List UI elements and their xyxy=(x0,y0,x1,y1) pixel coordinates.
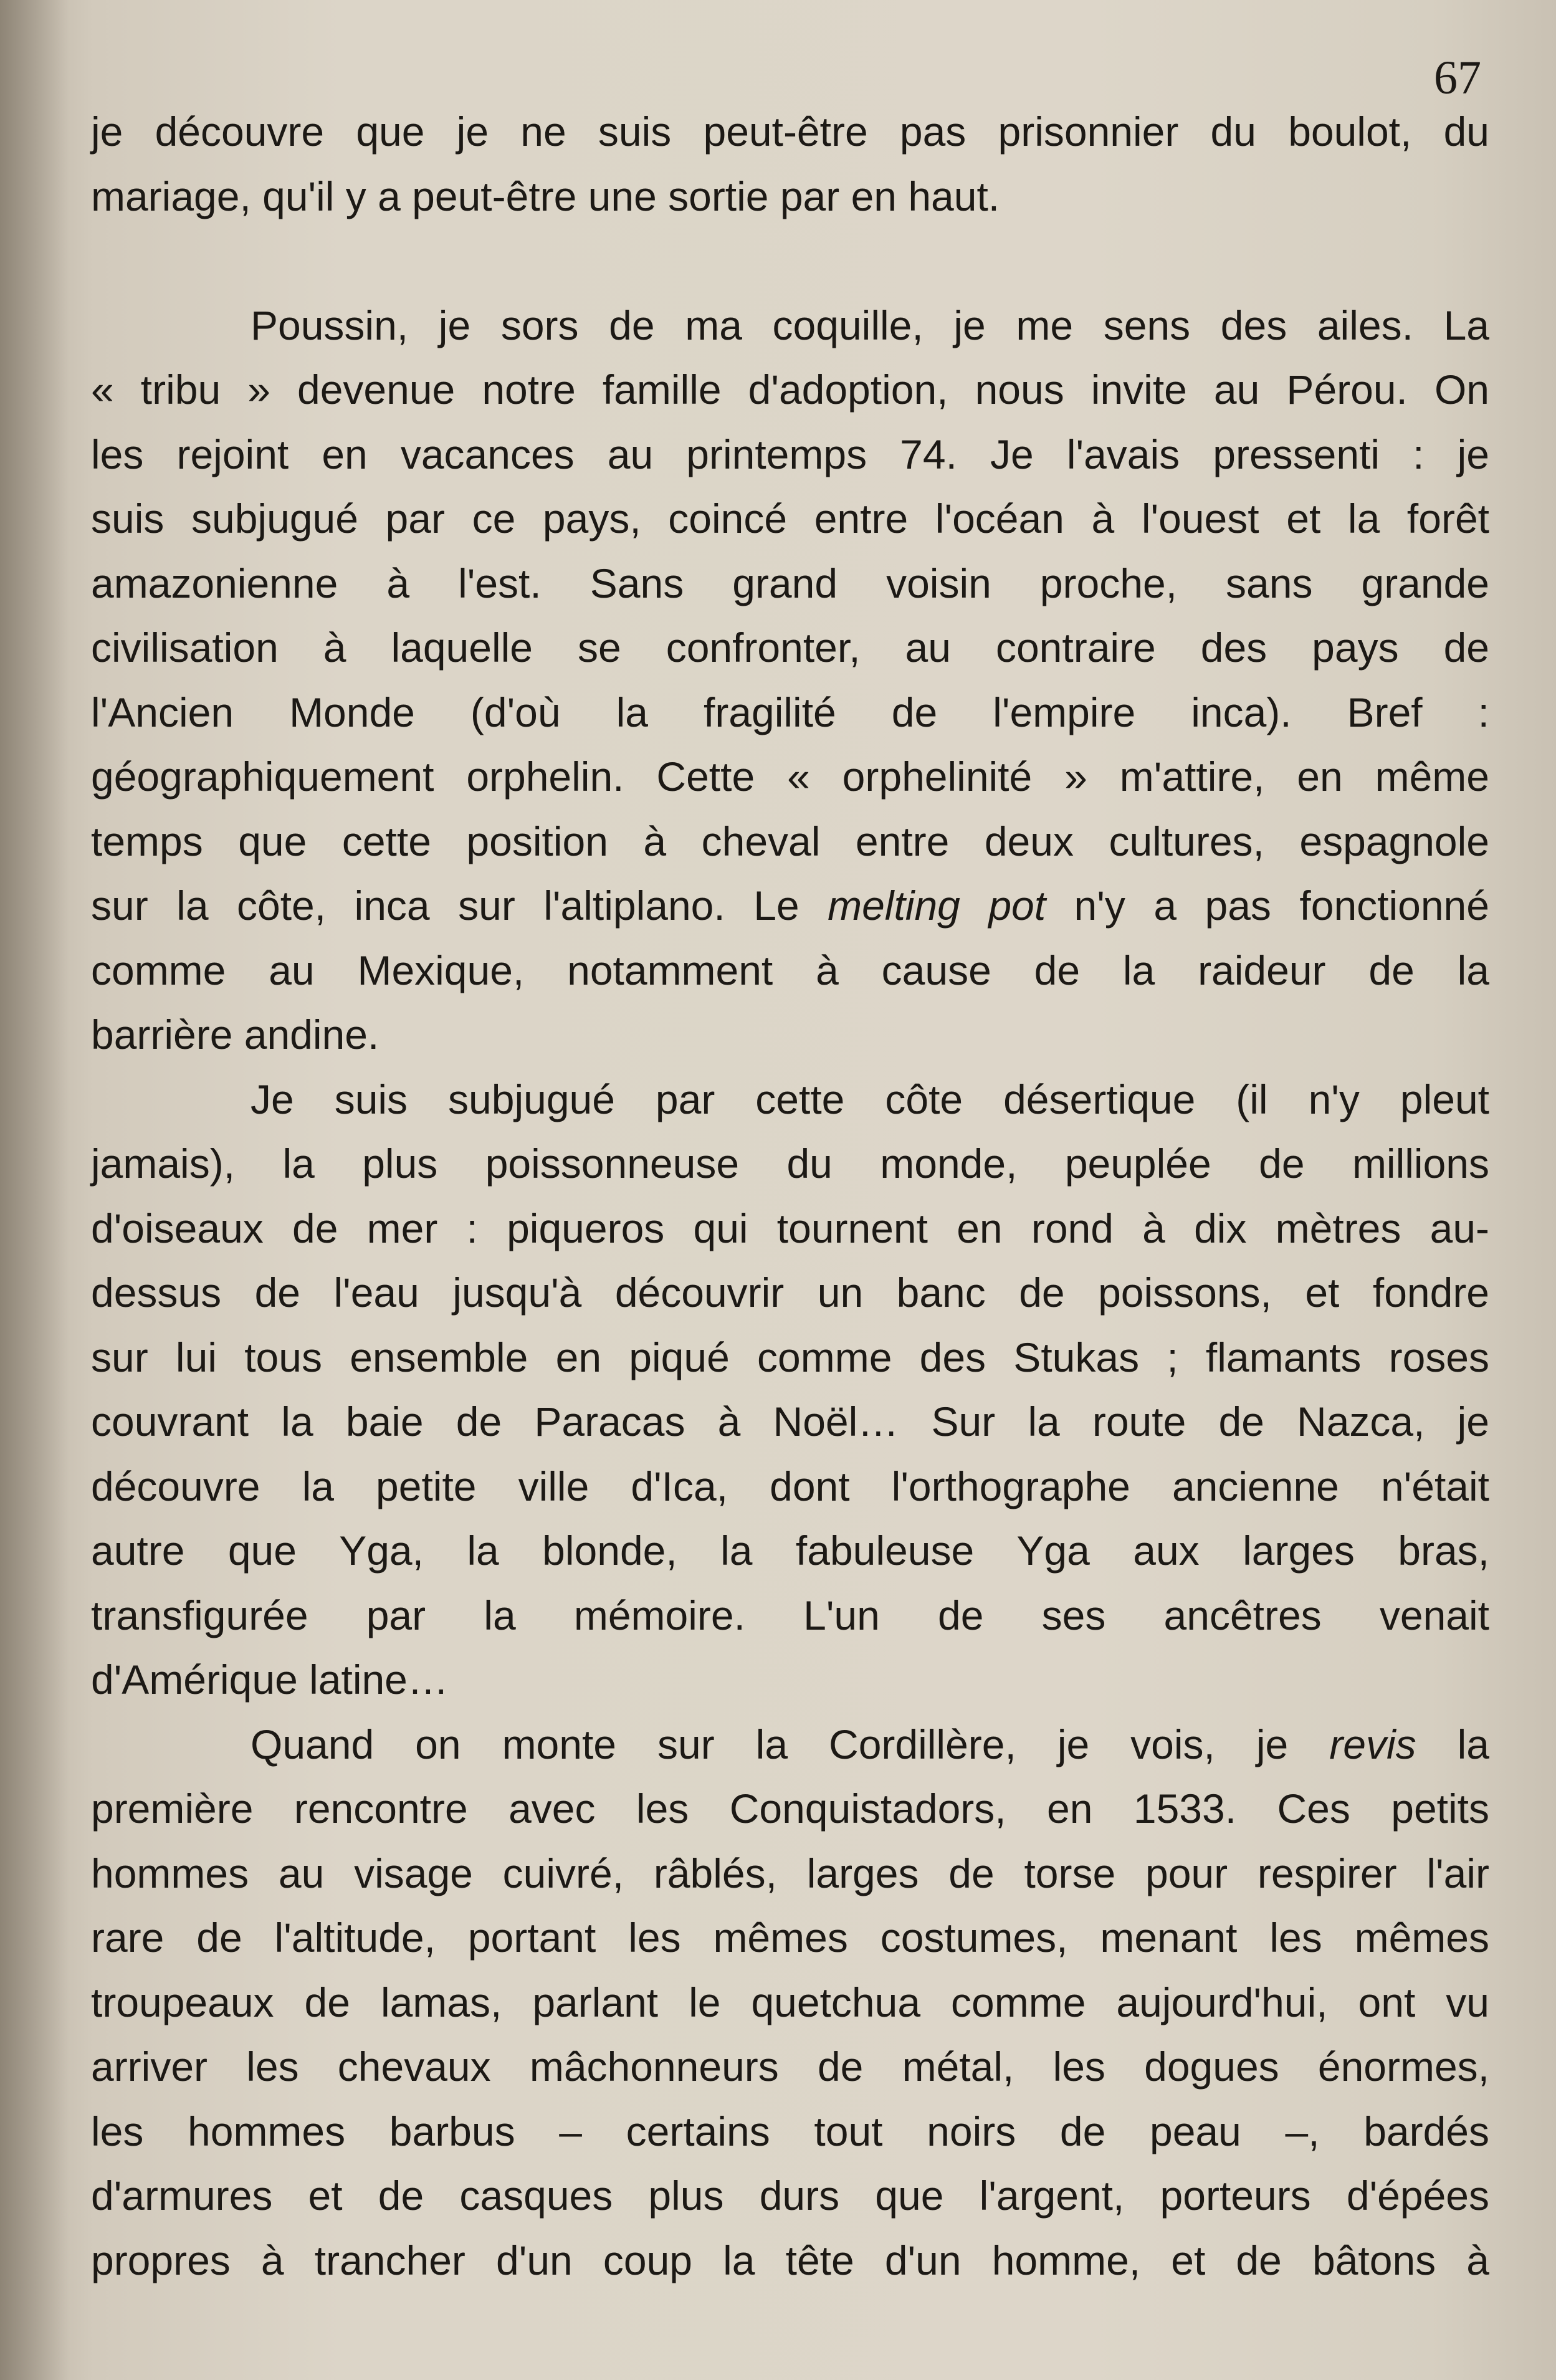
text-line: sur lui tous ensemble en piqué comme des Stukas ; flamants roses xyxy=(91,1334,1489,1380)
text-line: découvre la petite ville d'Ica, dont l'orthographe ancienne n'était xyxy=(91,1463,1489,1509)
text-line: d'oiseaux de mer : piqueros qui tournent en rond à dix mètres au- xyxy=(91,1205,1489,1251)
text-line: première rencontre avec les Conquistadors, en 1533. Ces petits xyxy=(91,1785,1489,1832)
text-line: « tribu » devenue notre famille d'adoption, nous invite au Pérou. On xyxy=(91,366,1489,413)
text-line: jamais), la plus poissonneuse du monde, peuplée de millions xyxy=(91,1140,1489,1187)
text-line: l'Ancien Monde (d'où la fragilité de l'empire inca). Bref : xyxy=(91,689,1489,735)
text-line: Quand on monte sur la Cordillère, je vois, je revis la xyxy=(251,1721,1489,1767)
text-line: je découvre que je ne suis peut-être pas prisonnier du boulot, du xyxy=(91,108,1489,155)
text-line: mariage, qu'il y a peut-être une sortie par en haut. xyxy=(91,173,1000,219)
text-line: hommes au visage cuivré, râblés, larges de torse pour respirer l'air xyxy=(91,1850,1489,1896)
text-line: suis subjugué par ce pays, coincé entre l'océan à l'ouest et la forêt xyxy=(91,495,1489,542)
text-line: transfigurée par la mémoire. L'un de ses ancêtres venait xyxy=(91,1592,1489,1638)
text-line: géographiquement orphelin. Cette « orphelinité » m'attire, en même xyxy=(91,753,1489,800)
text-line: autre que Yga, la blonde, la fabuleuse Yga aux larges bras, xyxy=(91,1527,1489,1574)
text-line: Je suis subjugué par cette côte désertique (il n'y pleut xyxy=(251,1076,1489,1122)
text-line: troupeaux de lamas, parlant le quetchua comme aujourd'hui, ont vu xyxy=(91,1979,1489,2025)
text-line: temps que cette position à cheval entre deux cultures, espagnole xyxy=(91,818,1489,864)
page-number: 67 xyxy=(1434,52,1481,104)
text-line: arriver les chevaux mâchonneurs de métal, les dogues énormes, xyxy=(91,2043,1489,2090)
text-line: sur la côte, inca sur l'altiplano. Le melting pot n'y a pas fonctionné xyxy=(91,882,1489,929)
text-line: d'armures et de casques plus durs que l'argent, porteurs d'épées xyxy=(91,2172,1489,2219)
body-text xyxy=(91,100,1489,2293)
text-line: rare de l'altitude, portant les mêmes costumes, menant les mêmes xyxy=(91,1914,1489,1961)
text-line: amazonienne à l'est. Sans grand voisin proche, sans grande xyxy=(91,560,1489,606)
text-line: barrière andine. xyxy=(91,1011,379,1058)
blank-line xyxy=(91,229,1489,294)
page-gutter-shadow xyxy=(0,0,69,2380)
text-line: dessus de l'eau jusqu'à découvrir un banc de poissons, et fondre xyxy=(91,1269,1489,1316)
text-line: couvrant la baie de Paracas à Noël… Sur la route de Nazca, je xyxy=(91,1398,1489,1445)
text-line: comme au Mexique, notamment à cause de la raideur de la xyxy=(91,947,1489,993)
text-line: les rejoint en vacances au printemps 74. Je l'avais pressenti : je xyxy=(91,431,1489,477)
text-line: d'Amérique latine… xyxy=(91,1656,449,1703)
text-line: Poussin, je sors de ma coquille, je me sens des ailes. La xyxy=(251,302,1489,348)
text-line: civilisation à laquelle se confronter, au contraire des pays de xyxy=(91,624,1489,671)
text-line: propres à trancher d'un coup la tête d'un homme, et de bâtons à xyxy=(91,2237,1489,2283)
text-line: les hommes barbus – certains tout noirs de peau –, bardés xyxy=(91,2108,1489,2154)
